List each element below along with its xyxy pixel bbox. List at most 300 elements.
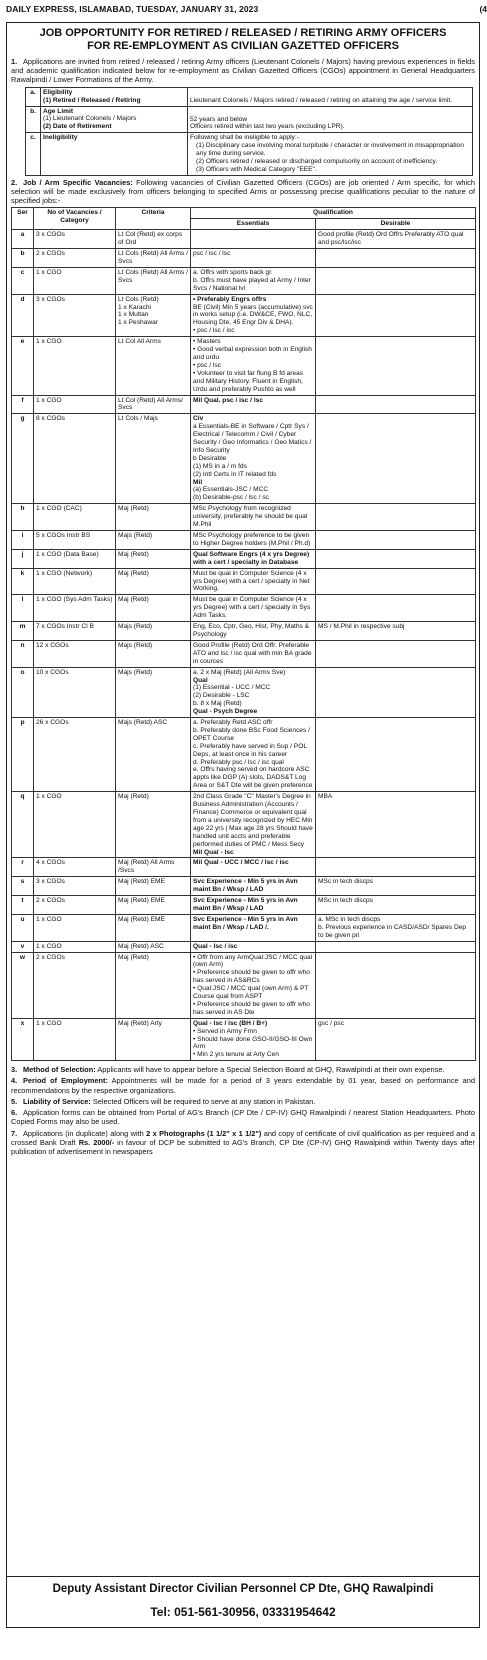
essentials-cell-line: • Volunteer to visit far flung B fd areas and Military History. Fluent in English, Urdu and preferably Pushto as well: [193, 369, 304, 393]
essentials-cell: [191, 249, 316, 268]
vacancies-cell-line: 12 x CGOs: [36, 641, 69, 649]
essentials-cell: [191, 531, 316, 550]
ser-cell-line: a: [20, 231, 25, 239]
ineligibility-intro: Following shall be ineligible to apply:-: [190, 134, 299, 142]
vacancies-cell-line: 1 x CGO: [36, 396, 62, 404]
vacancies-cell: [34, 952, 116, 1018]
ser-cell-line: g: [20, 415, 25, 423]
criteria-cell-line: Majs (Retd): [118, 532, 153, 539]
table-row: [12, 395, 476, 414]
paragraph-text: Applicants will have to appear before a Special Selection Board at GHQ, Rawalpindi at their own expense.: [97, 1065, 445, 1075]
vacancies-cell: [34, 595, 116, 622]
vacancies-body: [12, 230, 476, 1061]
table-row: [12, 640, 476, 667]
essentials-cell: [191, 858, 316, 877]
essentials-cell-line: Mil Qual - lsc: [193, 848, 234, 856]
desirable-cell: [316, 877, 476, 896]
ser-cell-line: j: [21, 550, 24, 558]
ineligibility-item: (3) Officers with Medical Category "EEE".: [196, 165, 317, 173]
vacancies-cell: [34, 337, 116, 395]
essentials-cell-line: • Qual:JSC / MCC qual (own Arm) & PT Course qual from ASPT: [193, 985, 309, 1001]
table-row: [12, 294, 476, 337]
vacancies-cell: [34, 792, 116, 858]
essentials-cell-line: (2) Intl Certs in IT related fds: [193, 470, 277, 478]
ser-cell-line: b: [20, 250, 25, 258]
criteria-cell-line: Maj (Retd): [118, 569, 149, 577]
criteria-cell-line: Maj (Retd): [118, 953, 149, 961]
essentials-cell-line: Civ: [193, 415, 204, 423]
essentials-cell-line: a. Preferably Retd ASC offr: [193, 719, 273, 727]
ser-cell: [12, 914, 34, 941]
essentials-cell-line: b. Preferably done BSc Food Sciences / OPET Course: [193, 726, 310, 742]
ser-cell: [12, 549, 34, 568]
table-row: [12, 337, 476, 395]
desirable-cell: [316, 531, 476, 550]
ser-cell: [12, 792, 34, 858]
ser-cell: [12, 595, 34, 622]
header-qualification: Qualification: [191, 208, 476, 219]
paragraph-2: [11, 178, 475, 206]
criteria-cell-line: Majs (Retd) ASC: [118, 719, 168, 727]
bank-draft-amount: Rs. 2000/-: [78, 1137, 115, 1147]
essentials-cell-line: MSc Psychology preference to be given to Higher Degree holders (M.Phil / Ph.d): [193, 532, 311, 547]
ser-cell: [12, 267, 34, 294]
essentials-cell-line: Eng, Eco, Cptr, Geo, Hist, Phy, Maths & Psychology: [193, 623, 310, 638]
essentials-cell-line: Must be qual in Computer Science (4 x yrs Degree) with a cert / specialty in Net Working.: [193, 569, 310, 593]
criteria-cell: [116, 249, 191, 268]
essentials-cell-line: a. 2 x Maj (Retd) (All Arms Sve): [193, 668, 286, 676]
essentials-cell-line: c. Preferably have served in Sup / POL Deps, at least once in his career: [193, 742, 307, 758]
essentials-cell: [191, 718, 316, 792]
vacancies-cell: [34, 549, 116, 568]
age-limit-value: [188, 106, 473, 133]
ser-cell: [12, 952, 34, 1018]
row-label: c.: [26, 133, 41, 176]
paragraph-7: [11, 1129, 475, 1157]
essentials-cell-line: (1) Essential - UCC / MCC: [193, 684, 271, 692]
desirable-cell-line: MBA: [318, 793, 333, 801]
desirable-cell: [316, 622, 476, 641]
essentials-cell: [191, 294, 316, 337]
vacancies-cell-line: 3 x CGOs: [36, 231, 65, 239]
essentials-cell: [191, 549, 316, 568]
paragraph-lead: Job / Arm Specific Vacancies:: [23, 177, 133, 187]
essentials-cell-line: Svc Experience - Min 5 yrs in Avn maint Bn / Wksp / LAD: [193, 897, 298, 912]
age-limit-sub-2: (2) Date of Retirement: [43, 123, 112, 131]
criteria-cell: [116, 531, 191, 550]
criteria-cell-line: Maj (Retd) EME: [118, 915, 165, 923]
criteria-cell-line: Maj (Retd): [118, 596, 149, 604]
vacancies-cell-line: 1 x CGO: [36, 268, 62, 276]
desirable-cell: [316, 952, 476, 1018]
essentials-cell: [191, 595, 316, 622]
table-row: [12, 504, 476, 531]
vacancies-cell-line: 1 x CGO: [36, 338, 62, 346]
table-row: [12, 792, 476, 858]
vacancies-cell-line: 1 x CGO (Sys Adm Tasks): [36, 596, 113, 604]
table-row: [12, 1018, 476, 1061]
desirable-cell: [316, 640, 476, 667]
desirable-cell-line: MS / M.Phil in respective subj: [318, 623, 405, 631]
essentials-cell: [191, 941, 316, 952]
essentials-cell: [191, 667, 316, 717]
vacancies-cell-line: 2 x CGOs: [36, 250, 65, 258]
ser-cell: [12, 718, 34, 792]
vacancies-cell: [34, 531, 116, 550]
ineligibility-head: Ineligibility: [41, 133, 188, 176]
criteria-cell: [116, 667, 191, 717]
essentials-cell-line: b. Offrs must have played at Army / Inter Svcs / National lvl: [193, 276, 311, 292]
desirable-cell: [316, 504, 476, 531]
vacancies-cell-line: 10 x CGOs: [36, 668, 69, 676]
age-limit-sub-1: (1) Lieutenant Colonels / Majors: [43, 115, 137, 123]
paragraph-1: [11, 57, 475, 85]
ser-cell: [12, 640, 34, 667]
essentials-cell-line: Qual - Psych Degree: [193, 708, 258, 716]
vacancies-cell-line: 4 x CGOs: [36, 859, 65, 867]
criteria-cell: [116, 595, 191, 622]
desirable-cell: [316, 568, 476, 595]
criteria-cell: [116, 877, 191, 896]
ser-cell-line: o: [20, 668, 25, 676]
table-row: [12, 877, 476, 896]
vacancies-cell: [34, 877, 116, 896]
photographs-requirement: 2 x Photographs (1 1/2" x 1 1/2"): [146, 1128, 262, 1138]
ser-cell-line: q: [20, 793, 25, 801]
vacancies-cell: [34, 414, 116, 504]
paragraph-number: 1.: [11, 57, 18, 66]
criteria-cell: [116, 1018, 191, 1061]
ser-cell: [12, 249, 34, 268]
vacancies-cell-line: 1 x CGO: [36, 1019, 62, 1027]
ser-cell: [12, 568, 34, 595]
table-row: [12, 595, 476, 622]
essentials-cell-line: Qual - lsc / isc (BH / B+): [193, 1019, 268, 1027]
ser-cell-line: d: [20, 295, 25, 303]
ser-cell-line: p: [20, 719, 25, 727]
criteria-cell: [116, 294, 191, 337]
paragraph-number: 3.: [11, 1065, 18, 1075]
paragraph-number: 2.: [11, 177, 18, 187]
title-line-2: FOR RE-EMPLOYMENT AS CIVILIAN GAZETTED OFFICERS: [87, 40, 399, 52]
essentials-cell-line: (2) Desirable - LSC: [193, 692, 250, 700]
paragraph-lead: Period of Employment:: [23, 1076, 108, 1086]
criteria-cell-line: Lt Cols (Retd) All Arms / Svcs: [118, 250, 188, 265]
ser-cell: [12, 858, 34, 877]
essentials-cell-line: a. Offrs with sports back gr.: [193, 268, 273, 276]
essentials-cell-line: (a) Essentials-JSC / MCC: [193, 486, 269, 494]
vacancies-cell: [34, 395, 116, 414]
paragraph-lead: Method of Selection:: [23, 1065, 96, 1075]
table-row: [12, 249, 476, 268]
essentials-cell-line: • Good verbal expression both in English and urdu: [193, 346, 312, 361]
paragraph-text: in favour of DCP be submitted to AG's Branch, CP Dte (CP-IV) GHQ Rawalpindi within Twenty days after publication of advertisement in newspapers: [11, 1137, 475, 1156]
desirable-cell: [316, 896, 476, 915]
vacancies-cell-line: 7 x CGOs Instr Cl B: [36, 623, 94, 631]
desirable-cell: [316, 595, 476, 622]
table-row: [26, 106, 473, 133]
paragraph-4: [11, 1076, 475, 1094]
vacancies-table: [11, 207, 476, 1061]
criteria-cell-line: Maj (Retd) EME: [118, 897, 165, 905]
ser-cell: [12, 230, 34, 249]
advertisement-frame: [6, 22, 480, 1628]
desirable-cell: [316, 267, 476, 294]
essentials-cell-line: (b) Desirable-psc / lsc / sc: [193, 494, 269, 502]
criteria-cell: [116, 952, 191, 1018]
essentials-cell-line: • Masters: [193, 338, 221, 346]
ser-cell-line: r: [21, 859, 24, 867]
vacancies-cell-line: 5 x CGOs Instr BS: [36, 532, 91, 539]
vacancies-cell-line: 8 x CGOs: [36, 415, 65, 423]
ser-cell: [12, 877, 34, 896]
essentials-cell-line: • Should have done GSO-II/GSO-III Own Arm: [193, 1035, 313, 1051]
essentials-cell: [191, 1018, 316, 1061]
ser-cell-line: n: [20, 641, 25, 649]
ser-cell-line: f: [21, 396, 24, 404]
essentials-cell-line: • Preference should be given to offr who has served in AS Dte: [193, 1000, 310, 1016]
desirable-cell-line: MSc in tech discps: [318, 897, 373, 905]
header-desirable: Desirable: [316, 219, 476, 230]
eligibility-head: [41, 87, 188, 106]
ser-cell: [12, 395, 34, 414]
essentials-cell-line: Qual: [193, 676, 208, 684]
vacancies-cell: [34, 249, 116, 268]
criteria-cell-line: Lt Cols (Retd): [118, 295, 159, 303]
desirable-cell-line: b. Previous experience in CASD/ASD/ Spares Dep to be given pri: [318, 923, 467, 939]
essentials-cell: [191, 568, 316, 595]
ser-cell-line: x: [20, 1019, 25, 1027]
vacancies-cell: [34, 568, 116, 595]
vacancies-cell: [34, 667, 116, 717]
ser-cell: [12, 896, 34, 915]
ineligibility-item: (2) Officers retired / released or discharged compulsorily on account of inefficiency.: [196, 158, 438, 166]
eligibility-value: [188, 87, 473, 106]
ser-cell: [12, 414, 34, 504]
eligibility-table: [25, 87, 473, 176]
paragraph-number: 7.: [11, 1128, 18, 1138]
masthead: DAILY EXPRESS, ISLAMABAD, TUESDAY, JANUARY 31, 2023: [6, 4, 259, 14]
criteria-cell: [116, 941, 191, 952]
vacancies-cell: [34, 896, 116, 915]
vacancies-cell-line: 2 x CGOs: [36, 897, 65, 905]
desirable-cell: [316, 337, 476, 395]
paragraph-text: Applications (in duplicate) along with: [23, 1128, 144, 1138]
paragraph-text: Applications are invited from retired / released / retiring Army officers (Lieutenant Colonels / Majors) having previous experiences in fields and academic qualification indicated below for re-employment as Civilian Gazetted Officers (CGOs) appointment in General Headquarters Rawalpindi / Lower Formations of the Army.: [11, 57, 475, 85]
ser-cell: [12, 504, 34, 531]
ser-cell-line: i: [21, 532, 24, 539]
criteria-cell: [116, 337, 191, 395]
ser-cell-line: u: [20, 915, 25, 923]
paragraph-lead: Liability of Service:: [23, 1096, 91, 1106]
essentials-cell-line: • Preferably Engrs offrs: [193, 295, 267, 303]
criteria-cell-line: Maj (Retd): [118, 793, 149, 801]
essentials-cell-line: d. Preferably psc / lsc / isc qual: [193, 758, 284, 766]
ser-cell: [12, 337, 34, 395]
essentials-cell: [191, 896, 316, 915]
essentials-cell-line: Qual - lsc / isc: [193, 942, 238, 950]
criteria-cell-line: Maj (Retd): [118, 550, 149, 558]
criteria-cell-line: Lt Col (Retd) ex corps of Ord: [118, 231, 183, 247]
vacancies-cell-line: 3 x CGOs: [36, 878, 65, 886]
vacancies-cell: [34, 914, 116, 941]
criteria-cell-line: 1 x Peshawar: [118, 319, 158, 327]
essentials-cell-line: • Offr from any ArmQual:JSC / MCC qual (own Arm): [193, 953, 313, 969]
criteria-cell: [116, 414, 191, 504]
age-limit-text-1: 52 years and below: [190, 115, 248, 123]
ser-cell-line: s: [20, 878, 25, 886]
criteria-cell-line: Lt Col All Arms: [118, 338, 161, 346]
essentials-cell: [191, 877, 316, 896]
essentials-cell-line: Mil Qual - UCC / MCC / lsc / isc: [193, 859, 289, 867]
desirable-cell-line: MSc in tech discps: [318, 878, 373, 886]
ser-cell-line: h: [20, 505, 25, 513]
footer-issuer: Deputy Assistant Director Civilian Personnel CP Dte, GHQ Rawalpindi: [7, 1576, 479, 1595]
table-row: [12, 718, 476, 792]
paragraph-text: and copy of certificate of civil qualification as per required and a crossed Bank Draft: [11, 1128, 475, 1147]
table-row: [12, 667, 476, 717]
ser-cell-line: k: [20, 569, 25, 577]
essentials-cell-line: e. Offrs having served on hardcore ASC appts like DGP (A) slots, DADS&T Log Area or S&T Dte will be given preference: [193, 766, 313, 790]
desirable-cell: [316, 249, 476, 268]
table-row: [12, 941, 476, 952]
criteria-cell-line: Majs (Retd): [118, 641, 153, 649]
ser-cell-line: t: [21, 897, 24, 905]
table-row: [12, 568, 476, 595]
ser-cell: [12, 941, 34, 952]
essentials-cell: [191, 337, 316, 395]
essentials-cell-line: • psc / lsc: [193, 361, 221, 369]
desirable-cell: [316, 858, 476, 877]
criteria-cell-line: 1 x Karachi: [118, 303, 151, 311]
desirable-cell: [316, 549, 476, 568]
vacancies-cell: [34, 718, 116, 792]
desirable-cell: [316, 667, 476, 717]
row-label: a.: [26, 87, 41, 106]
table-row: [12, 858, 476, 877]
header-vacancies: No of Vacancies / Category: [34, 208, 116, 230]
paragraph-text: Following vacancies of Civilian Gazetted Officers (CGOs) are job oriented / Arm specific, for which selection will be made exclusively from officers belonging to specified Arms or possessing precise qualifications peculiar to the nature of specified jobs:-: [11, 177, 475, 206]
criteria-cell: [116, 896, 191, 915]
criteria-cell: [116, 914, 191, 941]
vacancies-cell: [34, 622, 116, 641]
criteria-cell-line: Maj (Retd) Arty: [118, 1019, 162, 1027]
vacancies-cell: [34, 1018, 116, 1061]
age-limit-head: [41, 106, 188, 133]
essentials-cell-line: Mil: [193, 478, 203, 486]
eligibility-heading: Eligibility: [43, 88, 73, 96]
desirable-cell: [316, 294, 476, 337]
table-row: [12, 952, 476, 1018]
vacancies-cell-line: 26 x CGOs: [36, 719, 69, 727]
table-row: [12, 549, 476, 568]
criteria-cell: [116, 858, 191, 877]
paragraph-number: 5.: [11, 1096, 18, 1106]
essentials-cell-line: MSc Psychology from recognized university, preferably he should be qual M.Phil: [193, 505, 308, 529]
essentials-cell: [191, 504, 316, 531]
essentials-cell-line: Svc Experience - Min 5 yrs in Avn maint Bn / Wksp / LAD: [193, 878, 298, 894]
criteria-cell-line: Maj (Retd): [118, 505, 149, 513]
desirable-cell: [316, 718, 476, 792]
essentials-cell: [191, 792, 316, 858]
criteria-cell: [116, 640, 191, 667]
ser-cell: [12, 1018, 34, 1061]
vacancies-cell: [34, 504, 116, 531]
footer-telephone: Tel: 051-561-30956, 03331954642: [150, 1605, 336, 1619]
paragraph-5: [11, 1097, 475, 1106]
essentials-cell-line: psc / isc / lsc: [193, 250, 231, 258]
criteria-cell-line: Lt Col (Retd) All Arms/ Svcs: [118, 396, 183, 412]
vacancies-cell-line: 1 x CGO: [36, 793, 62, 801]
row-label: b.: [26, 106, 41, 133]
paragraph-text: Selected Officers will be required to serve at any station in Pakistan.: [92, 1096, 316, 1106]
ser-cell-line: c: [20, 268, 25, 276]
vacancies-cell: [34, 267, 116, 294]
criteria-cell-line: Maj (Retd) EME: [118, 878, 165, 886]
criteria-cell: [116, 504, 191, 531]
criteria-cell-line: Lt Cols (Retd) All Arms / Svcs: [118, 268, 188, 284]
vacancies-cell-line: 3 x CGOs: [36, 295, 65, 303]
essentials-cell-line: • Served in Army Fmn: [193, 1027, 257, 1035]
criteria-cell-line: Maj (Retd) All Arms /Svcs: [118, 859, 175, 875]
ser-cell: [12, 531, 34, 550]
vacancies-cell: [34, 858, 116, 877]
essentials-cell-line: b Desirable: [193, 454, 227, 462]
vacancies-cell-line: 1 x CGO (Network): [36, 569, 93, 577]
essentials-cell: [191, 395, 316, 414]
essentials-cell: [191, 622, 316, 641]
ser-cell-line: e: [20, 338, 25, 346]
ser-cell-line: l: [21, 596, 24, 604]
eligibility-text: Lieutenant Colonels / Majors retired / released / retiring on attaining the age / service limit.: [190, 96, 453, 104]
eligibility-sub: (1) Retired / Released / Retiring: [43, 96, 141, 104]
essentials-cell-line: • psc / lsc / isc: [193, 327, 235, 335]
criteria-cell: [116, 718, 191, 792]
ser-cell: [12, 622, 34, 641]
header-criteria: Criteria: [116, 208, 191, 230]
table-row: [12, 230, 476, 249]
desirable-cell: [316, 230, 476, 249]
essentials-cell-line: Good Profile (Retd) Ord Offr. Preferable ATO and lsc / isc qual with min BA grade in cources: [193, 641, 312, 665]
essentials-cell: [191, 914, 316, 941]
essentials-cell-line: 2nd Class Grade "C" Master's Degree in Business Administration (Accounts / Finance) Commerce or equivalent qual from a university recognized by HEC Min age 22 yrs | Max age 28 yrs Should have handled unit accts and preferable performed duties of PMC / Mess Secy: [193, 793, 313, 848]
essentials-cell-line: • Min 2 yrs tenure at Arty Cen: [193, 1051, 279, 1059]
desirable-cell: [316, 395, 476, 414]
paragraph-text: Application forms can be obtained from Portal of AG's Branch (CP Dte / CP-IV) GHQ Rawalpindi / nearest Station Headquarters. Photo Copied Forms may also be used.: [11, 1108, 475, 1127]
criteria-cell-line: 1 x Multan: [118, 311, 149, 319]
essentials-cell: [191, 267, 316, 294]
paragraph-3: [11, 1065, 475, 1074]
desirable-cell-line: Good profile (Retd) Ord Offrs Preferably ATO qual and psc/lsc/isc: [318, 231, 464, 247]
essentials-cell: [191, 414, 316, 504]
criteria-cell-line: Lt Cols / Majs: [118, 415, 158, 423]
criteria-cell-line: Maj (Retd) ASC: [118, 942, 164, 950]
ineligibility-item: (1) Disciplinary case involving moral turpitude / character or involvement in misappropriation any time during service.: [196, 142, 464, 158]
ser-cell: [12, 294, 34, 337]
table-row: [26, 87, 473, 106]
ineligibility-value: [188, 133, 473, 176]
vacancies-cell-line: 1 x CGO (CAC): [36, 505, 82, 513]
essentials-cell: [191, 640, 316, 667]
essentials-cell-line: BE (Civil) Min 5 years (accumulative) svc in works setup (i.e. DW&CE, FWO, NLC, Housing Dte, 45 Engr Div & DHA).: [193, 303, 313, 327]
essentials-cell-line: (1) MS in a / m fds: [193, 462, 247, 470]
table-row: [12, 414, 476, 504]
essentials-cell-line: • Preference should be given to offr who has served in AS&RCs: [193, 969, 310, 985]
table-row: [12, 267, 476, 294]
age-limit-heading: Age Limit: [43, 107, 74, 115]
criteria-cell: [116, 267, 191, 294]
page-number: (4: [479, 4, 487, 14]
